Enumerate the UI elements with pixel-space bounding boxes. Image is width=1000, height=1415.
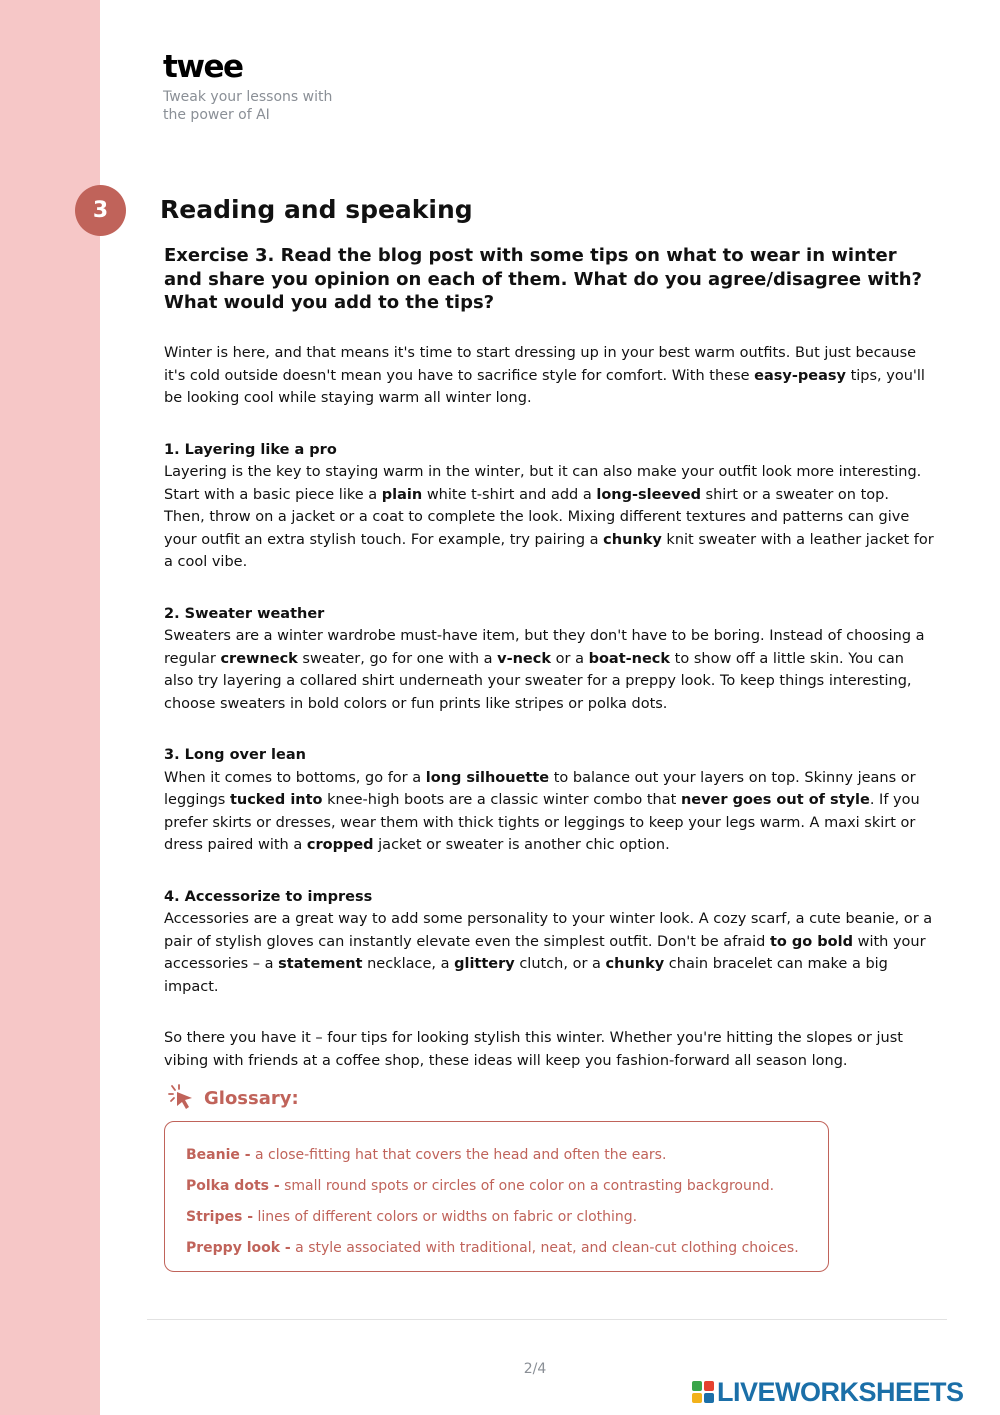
bold-term: never goes out of style [680, 792, 870, 808]
bold-term: tucked into [229, 792, 323, 808]
tip-3 [164, 744, 934, 857]
twee-logo: twee [163, 49, 243, 85]
section-number-badge: 3 [75, 185, 126, 236]
tip-1 [164, 439, 934, 574]
bold-term: long silhouette [425, 769, 550, 786]
pointer-click-icon [168, 1084, 196, 1112]
bold-term: statement [278, 956, 363, 972]
bold-term: v-neck [497, 650, 552, 667]
footer-divider [147, 1319, 947, 1320]
tip-body: When it comes to bottoms, go for a long silhouette to balance out your layers on top. Skinny jeans or leggings tucked into knee-high boots are a classic winter combo that never goes out of style. If you prefer skirts or dresses, wear them with thick tights or leggings to keep your legs warm. A maxi skirt or dress paired with a cropped jacket or sweater is another chic option. [164, 769, 920, 853]
bold-term: chunky [603, 531, 662, 548]
bold-term: glittery [454, 956, 515, 972]
tip-body: Accessories are a great way to add some personality to your winter look. A cozy scarf, a cute beanie, or a pair of stylish gloves can instantly elevate even the simplest outfit. Don't be afraid to go bold with your accessories – a statement necklace, a glittery clutch, or a chunky chain bracelet can make a big impact. [164, 911, 933, 995]
bold-term: easy-peasy [754, 367, 846, 384]
tip-body: Sweaters are a winter wardrobe must-have item, but they don't have to be boring. Instead of choosing a regular crewneck sweater, go for one with a v-neck or a boat-neck to show off a little skin. You can also try layering a collared shirt underneath your sweater for a preppy look. To keep things interesting, choose sweaters in bold colors or fun prints like stripes or polka dots. [164, 628, 925, 712]
conclusion-paragraph: So there you have it – four tips for looking stylish this winter. Whether you're hitting the slopes or just vibing with friends at a coffee shop, these ideas will keep you fashion-forward all season long. [164, 1030, 903, 1069]
bold-term: plain [381, 486, 423, 503]
liveworksheets-logo-icon [692, 1381, 714, 1403]
glossary-term: Beanie - [186, 1147, 251, 1163]
glossary-definition: a close-fitting hat that covers the head and often the ears. [250, 1147, 667, 1163]
tip-title: 3. Long over lean [164, 747, 306, 763]
glossary-item [186, 1233, 808, 1264]
glossary-item [186, 1171, 808, 1202]
intro-paragraph: Winter is here, and that means it's time to start dressing up in your best warm outfits. But just because it's cold outside doesn't mean you have to sacrifice style for comfort. With these easy-peasy tips, you'll be looking cool while staying warm all winter long. [164, 345, 925, 406]
bold-term: to go bold [769, 933, 853, 950]
bold-term: crewneck [220, 650, 298, 667]
tip-4 [164, 886, 934, 999]
brand-tagline: Tweak your lessons with the power of AI [163, 89, 333, 123]
glossary-definition: lines of different colors or widths on fabric or clothing. [253, 1209, 638, 1225]
liveworksheets-wordmark: LIVEWORKSHEETS [717, 1376, 964, 1407]
exercise-instructions: Exercise 3. Read the blog post with some tips on what to wear in winter and share you opinion on each of them. What do you agree/disagree with? What would you add to the tips? [164, 245, 922, 313]
blog-post [164, 342, 934, 1072]
glossary-header [168, 1082, 299, 1114]
tip-title: 4. Accessorize to impress [164, 888, 373, 905]
liveworksheets-watermark [692, 1376, 964, 1408]
glossary-term: Stripes - [186, 1209, 254, 1225]
glossary-term: Preppy look - [186, 1240, 291, 1256]
bold-term: chunky [605, 956, 665, 972]
tip-body: Layering is the key to staying warm in the winter, but it can also make your outfit look more interesting. Start with a basic piece like a plain white t-shirt and add a long-sleeved shirt or a sweater on top. Then, throw on a jacket or a coat to complete the look. Mixing different textures and patterns can give your outfit an extra stylish touch. For example, try pairing a chunky knit sweater with a leather jacket for a cool vibe. [164, 464, 934, 570]
tip-2 [164, 603, 934, 716]
glossary-item [186, 1202, 808, 1233]
bold-term: boat-neck [588, 650, 671, 667]
glossary-item [186, 1140, 808, 1171]
glossary-definition: a style associated with traditional, neat, and clean-cut clothing choices. [290, 1240, 799, 1256]
bold-term: long-sleeved [596, 486, 701, 503]
glossary-term: Polka dots - [186, 1178, 280, 1194]
bold-term: cropped [306, 837, 374, 853]
tip-title: 1. Layering like a pro [164, 441, 337, 458]
page-number: 2/4 [523, 1361, 547, 1377]
tip-title: 2. Sweater weather [164, 605, 325, 622]
brand-header [163, 50, 333, 124]
glossary-title: Glossary: [204, 1087, 299, 1109]
glossary-definition: small round spots or circles of one color on a contrasting background. [279, 1178, 775, 1194]
section-title: Reading and speaking [160, 195, 473, 224]
glossary-box [164, 1121, 829, 1272]
